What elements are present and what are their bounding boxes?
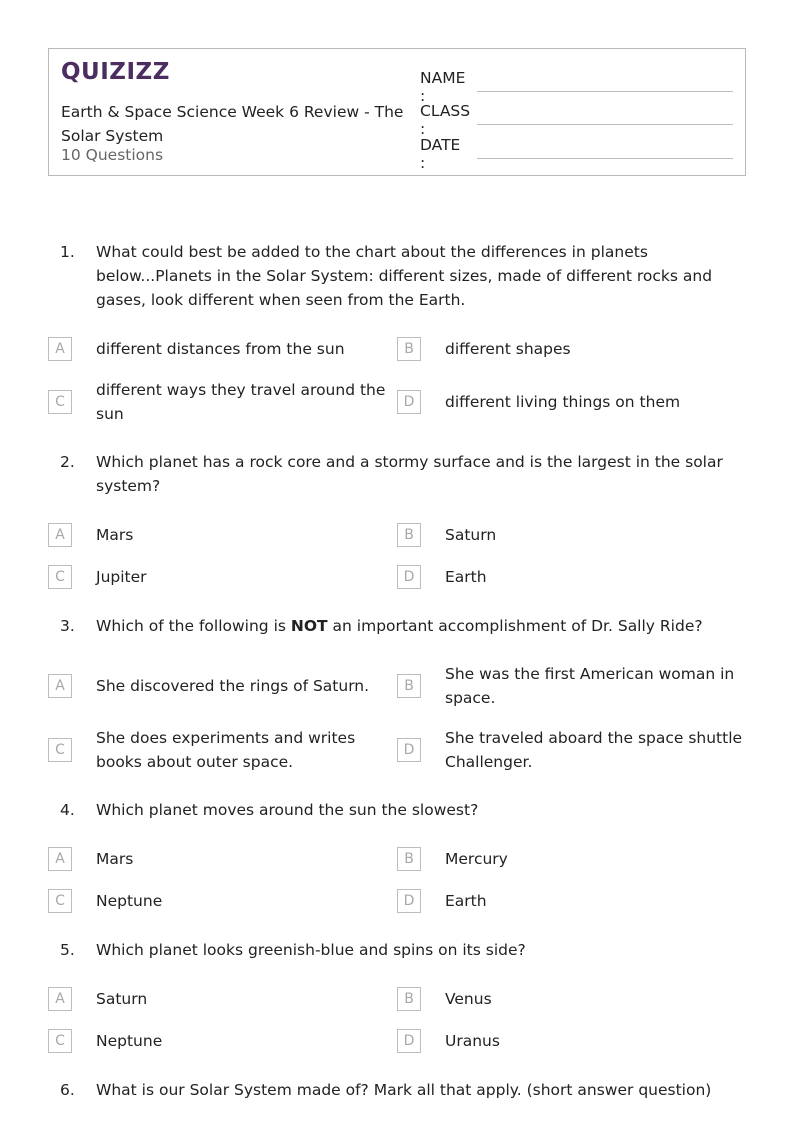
option-letter-box: C <box>48 738 72 762</box>
question-number: 6. <box>60 1081 75 1099</box>
option-letter-box: D <box>397 1029 421 1053</box>
option-letter-box: C <box>48 1029 72 1053</box>
option-letter-box: B <box>397 847 421 871</box>
option-text: Neptune <box>96 1032 163 1050</box>
quizizz-logo: QUIZIZZ <box>61 59 170 85</box>
option-letter-box: B <box>397 987 421 1011</box>
option-letter-box: A <box>48 987 72 1011</box>
date-line[interactable] <box>477 158 733 159</box>
option-text: Jupiter <box>96 568 147 586</box>
question-text: Which planet has a rock core and a stormy surface and is the largest in the solar system? <box>96 453 723 495</box>
option-text: Mercury <box>445 850 508 868</box>
question-count: 10 Questions <box>61 146 164 164</box>
option-text: Saturn <box>96 990 148 1008</box>
option-letter-box: A <box>48 674 72 698</box>
question-number: 4. <box>60 801 75 819</box>
option-letter-box: C <box>48 565 72 589</box>
question-text-start: Which of the following is <box>96 617 291 635</box>
option-letter-box: B <box>397 523 421 547</box>
question-text-emphasis: NOT <box>290 617 328 635</box>
option-letter-box: D <box>397 390 421 414</box>
option-text: Saturn <box>445 526 497 544</box>
option-text: different shapes <box>445 340 571 358</box>
question-text: What could best be added to the chart about the differences in planets below...Planets in the Solar System: different sizes, made of different rocks and gases, look different when seen from the Earth. <box>96 243 713 309</box>
date-label: DATE : <box>420 136 461 172</box>
option-letter-box: D <box>397 738 421 762</box>
option-text: different distances from the sun <box>96 340 345 358</box>
option-text: Venus <box>445 990 492 1008</box>
worksheet-header <box>48 48 746 176</box>
option-text: Earth <box>445 568 487 586</box>
option-letter-box: A <box>48 847 72 871</box>
option-text: Uranus <box>445 1032 500 1050</box>
question-text-end: an important accomplishment of Dr. Sally Ride? <box>327 617 703 635</box>
question-text <box>96 614 746 638</box>
option-letter-box: C <box>48 390 72 414</box>
class-line[interactable] <box>477 124 733 125</box>
option-text: She does experiments and writes books about outer space. <box>96 729 356 771</box>
worksheet-title: Earth & Space Science Week 6 Review - The Solar System <box>61 103 404 145</box>
question-number: 3. <box>60 617 75 635</box>
option-letter-box: D <box>397 565 421 589</box>
option-text: Neptune <box>96 892 163 910</box>
option-letter-box: B <box>397 337 421 361</box>
option-text: Earth <box>445 892 487 910</box>
question-text: What is our Solar System made of? Mark all that apply. (short answer question) <box>96 1081 712 1099</box>
option-letter-box: B <box>397 674 421 698</box>
question-text: Which planet moves around the sun the slowest? <box>96 801 479 819</box>
option-text: She discovered the rings of Saturn. <box>96 677 370 695</box>
question-number: 5. <box>60 941 75 959</box>
option-letter-box: A <box>48 337 72 361</box>
option-text: Mars <box>96 526 134 544</box>
option-text: Mars <box>96 850 134 868</box>
option-text: different ways they travel around the sun <box>96 381 386 423</box>
option-text: different living things on them <box>445 393 681 411</box>
option-letter-box: D <box>397 889 421 913</box>
question-number: 1. <box>60 243 75 261</box>
name-label: NAME : <box>420 69 466 105</box>
option-text: She was the first American woman in space. <box>445 665 735 707</box>
option-text: She traveled aboard the space shuttle Challenger. <box>445 729 743 771</box>
question-number: 2. <box>60 453 75 471</box>
option-letter-box: C <box>48 889 72 913</box>
name-line[interactable] <box>477 91 733 92</box>
question-text: Which planet looks greenish-blue and spins on its side? <box>96 941 526 959</box>
option-letter-box: A <box>48 523 72 547</box>
class-label: CLASS : <box>420 102 471 138</box>
